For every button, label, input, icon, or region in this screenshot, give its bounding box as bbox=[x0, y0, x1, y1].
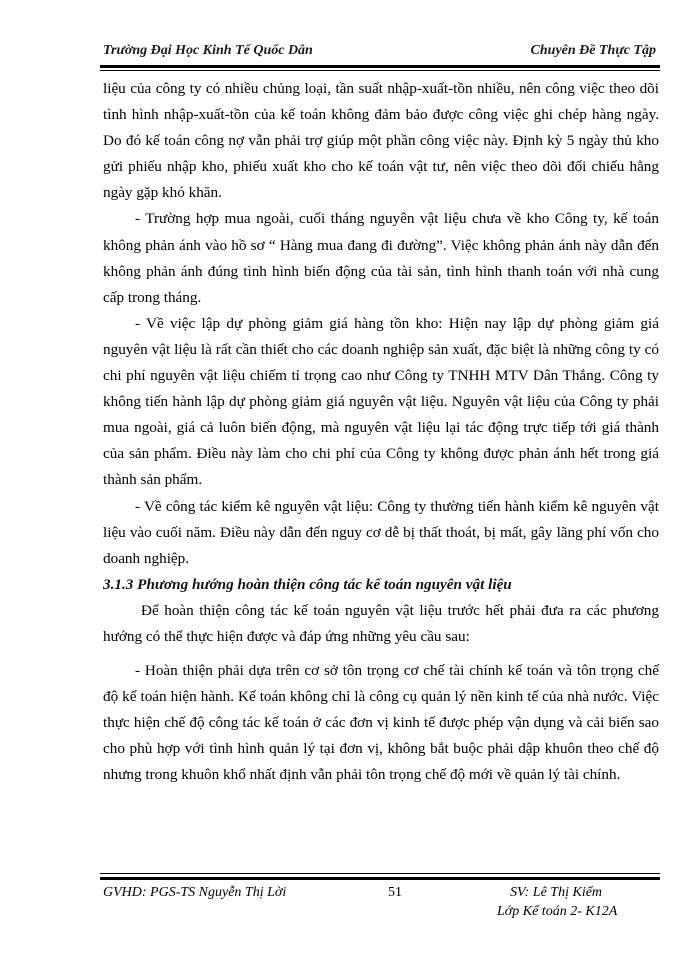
paragraph-intro: Để hoàn thiện công tác kế toán nguyên vật liệu trước hết phải đưa ra các phương hướng có thể thực hiện được và đáp ứng những yêu cầu sau: bbox=[103, 601, 659, 645]
footer-rule-thin bbox=[100, 873, 660, 874]
paragraph-requirement: - Hoàn thiện phải dựa trên cơ sở tôn trọng cơ chế tài chính kế toán và tôn trọng chế độ kế toán hiện hành. Kế toán không chỉ là công cụ quản lý nền kinh tế của nhà nước. Việc thực hiện chế độ công tác kế toán ở các đơn vị kinh tế được phép vận dụng và cải biến sao cho phù hợp với tình hình quản lý tại đơn vị, không bắt buộc phải dập khuôn theo chế độ nhưng trong khuôn khổ nhất định vẫn phải tôn trọng chế độ mới về quản lý tài chính. bbox=[103, 662, 659, 784]
footer-student: SV: Lê Thị Kiểm bbox=[510, 885, 603, 900]
paragraph-provision: - Về việc lập dự phòng giảm giá hàng tồn kho: Hiện nay lập dự phòng giảm giá nguyên vật liệu là rất cần thiết cho các doanh nghiệp sản xuất, đặc biệt là những công ty có chi phí nguyên vật liệu chiếm tỉ trọng cao như Công ty TNHH MTV Dân Thắng. Công ty không tiến hành lập dự phòng giảm giá nguyên vật liệu. Nguyên vật liệu của Công ty phải mua ngoài, giá cả luôn biến động, mà nguyên vật liệu lại tác động trực tiếp tới giá thành của sản phẩm. Điều này làm cho chi phí của Công ty không được phản ánh hết trong giá thành sản phẩm. bbox=[103, 314, 659, 489]
page-body bbox=[103, 76, 659, 789]
paragraph-inventory-count: - Về công tác kiểm kê nguyên vật liệu: Công ty thường tiến hành kiểm kê nguyên vật liệu vào cuối năm. Điều này dẫn đến nguy cơ dễ bị thất thoát, bị mất, gây lãng phí vốn cho doanh nghiệp. bbox=[103, 497, 659, 567]
footer-rule-thick bbox=[100, 877, 660, 880]
section-heading: 3.1.3 Phương hướng hoàn thiện công tác kế toán nguyên vật liệu bbox=[103, 575, 512, 593]
paragraph-continuation: liệu của công ty có nhiều chủng loại, tần suất nhập-xuất-tồn nhiều, nên công việc theo dõi tình hình nhập-xuất-tồn của kế toán không đảm bảo được công việc ghi chép hàng ngày. Do đó kế toán công nợ vẫn phải trợ giúp một phần công việc này. Định kỳ 5 ngày thủ kho gửi phiếu nhập kho, phiếu xuất kho cho kế toán vật tư, nên việc theo dõi đối chiếu hằng ngày gặp khó khăn. bbox=[103, 80, 659, 202]
header-rule-thin bbox=[100, 70, 660, 71]
header-school-name: Trường Đại Học Kinh Tế Quốc Dân bbox=[103, 43, 313, 58]
header-rule-thick bbox=[100, 65, 660, 68]
header-document-type: Chuyên Đề Thực Tập bbox=[530, 43, 656, 58]
page-number: 51 bbox=[388, 885, 402, 900]
footer-class: Lớp Kế toán 2- K12A bbox=[497, 904, 618, 919]
paragraph-purchase: - Trường hợp mua ngoài, cuối tháng nguyên vật liệu chưa về kho Công ty, kế toán không phản ánh vào hồ sơ “ Hàng mua đang đi đường”. Việc không phản ánh này dẫn đến không phản ánh đúng tình hình biến động của tài sản, tình hình thanh toán với nhà cung cấp trong tháng. bbox=[103, 210, 659, 306]
footer-supervisor: GVHD: PGS-TS Nguyễn Thị Lời bbox=[103, 885, 287, 900]
